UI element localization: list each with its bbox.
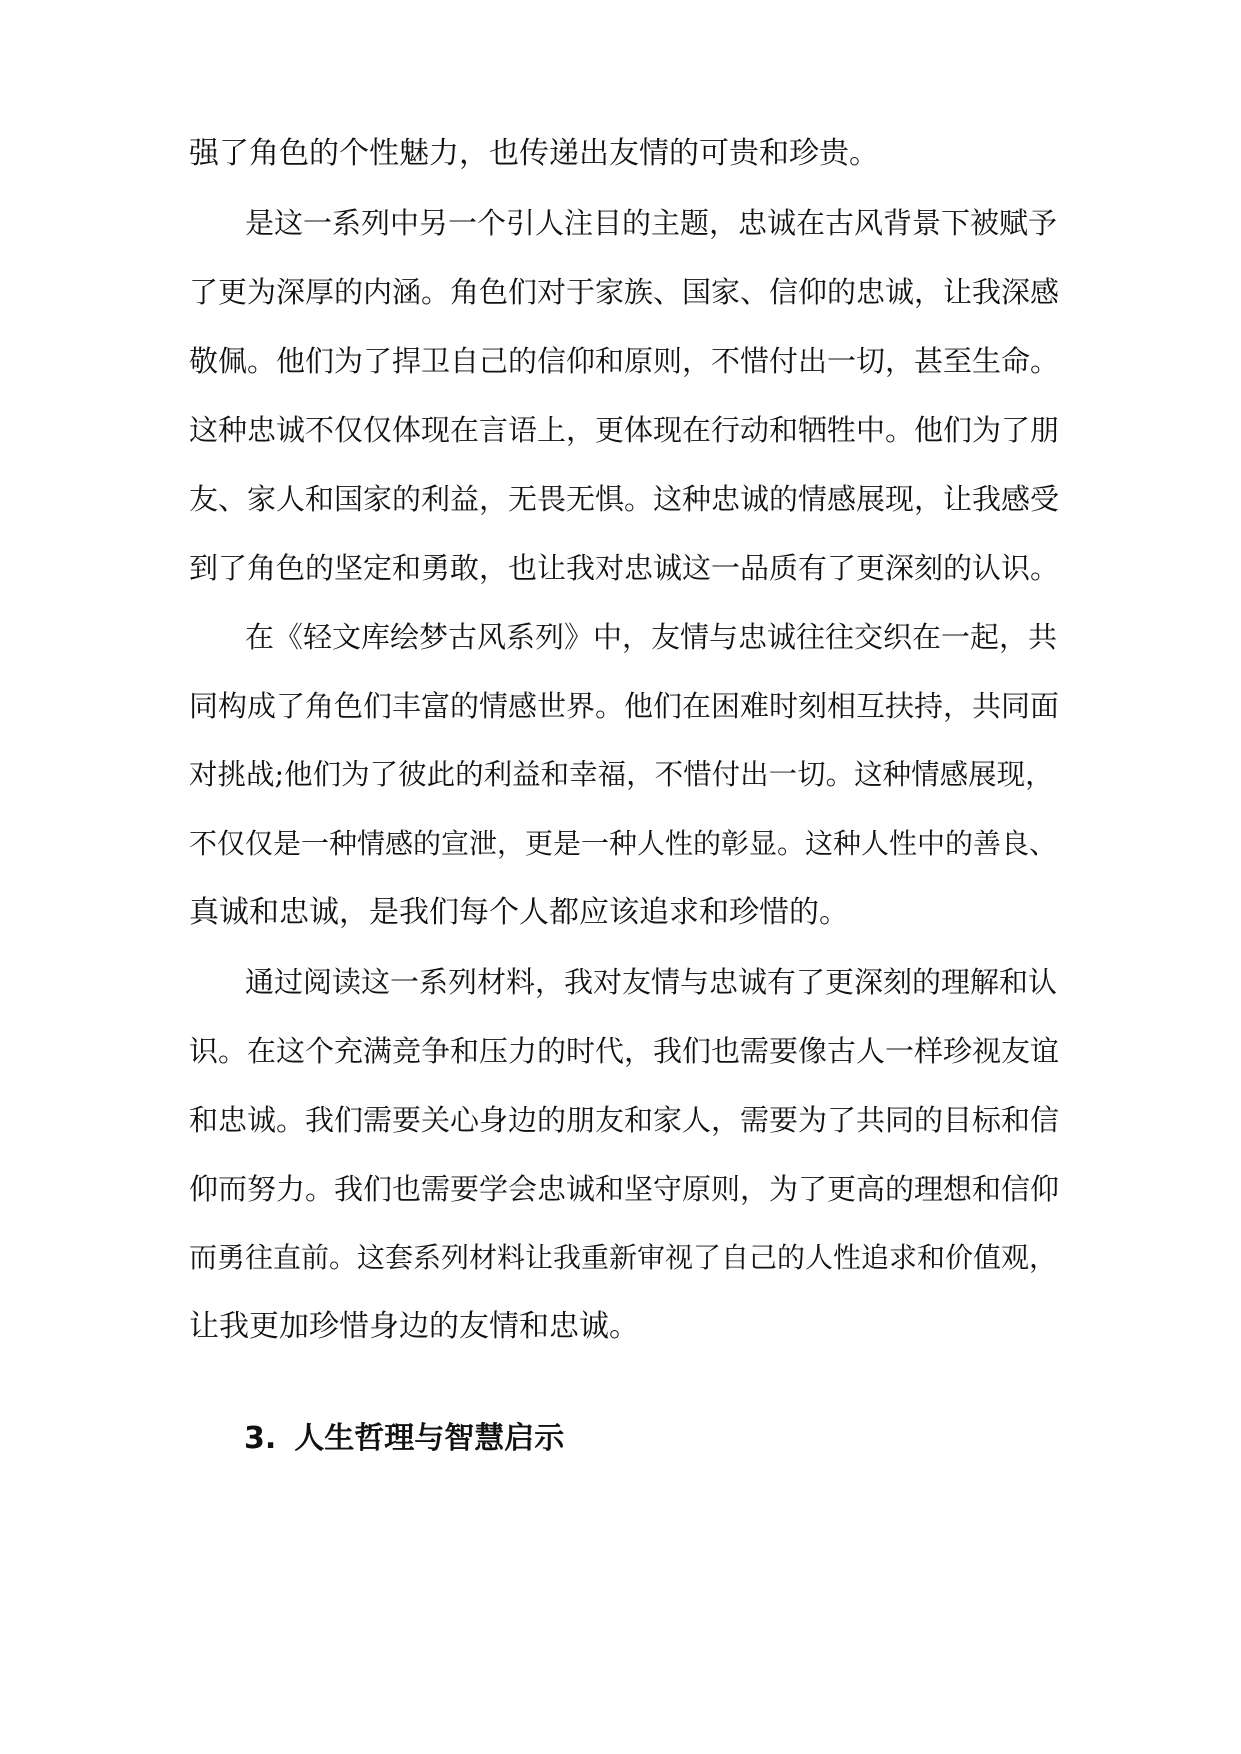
paragraph-line: 识。在这个充满竞争和压力的时代，我们也需要像古人一样珍视友谊 [189,1034,1060,1068]
paragraph-line: 通过阅读这一系列材料，我对友情与忠诚有了更深刻的理解和认 [245,965,1058,999]
paragraph-line: 不仅仅是一种情感的宣泄，更是一种人性的彰显。这种人性中的善良、 [189,827,1058,860]
paragraph-line: 强了角色的个性魅力，也传递出友情的可贵和珍贵。 [189,136,879,171]
paragraph-line: 仰而努力。我们也需要学会忠诚和坚守原则，为了更高的理想和信仰 [189,1172,1060,1206]
paragraph-line: 对挑战;他们为了彼此的利益和幸福，不惜付出一切。这种情感展现， [189,758,1054,791]
paragraph-line: 到了角色的坚定和勇敢，也让我对忠诚这一品质有了更深刻的认识。 [189,551,1060,585]
paragraph-line: 是这一系列中另一个引人注目的主题，忠诚在古风背景下被赋予 [245,206,1058,240]
paragraph-line: 了更为深厚的内涵。角色们对于家族、国家、信仰的忠诚，让我深感 [189,275,1060,309]
section-number: 3. [244,1421,277,1456]
paragraph-line: 而勇往直前。这套系列材料让我重新审视了自己的人性追求和价值观， [189,1241,1058,1274]
paragraph-line: 同构成了角色们丰富的情感世界。他们在困难时刻相互扶持，共同面 [189,689,1060,723]
paragraph-line: 这种忠诚不仅仅体现在言语上，更体现在行动和牺牲中。他们为了朋 [189,413,1060,447]
paragraph-line: 真诚和忠诚，是我们每个人都应该追求和珍惜的。 [189,895,849,930]
section-title: 人生哲理与智慧启示 [294,1421,565,1456]
paragraph-line: 友、家人和国家的利益，无畏无惧。这种忠诚的情感展现，让我感受 [189,482,1060,516]
paragraph-line: 在《轻文库绘梦古风系列》中，友情与忠诚往往交织在一起，共 [245,620,1058,654]
paragraph-line: 敬佩。他们为了捍卫自己的信仰和原则，不惜付出一切，甚至生命。 [189,344,1060,378]
paragraph-line: 让我更加珍惜身边的友情和忠诚。 [189,1309,639,1344]
section-heading [244,1419,564,1459]
paragraph-line: 和忠诚。我们需要关心身边的朋友和家人，需要为了共同的目标和信 [189,1103,1060,1137]
